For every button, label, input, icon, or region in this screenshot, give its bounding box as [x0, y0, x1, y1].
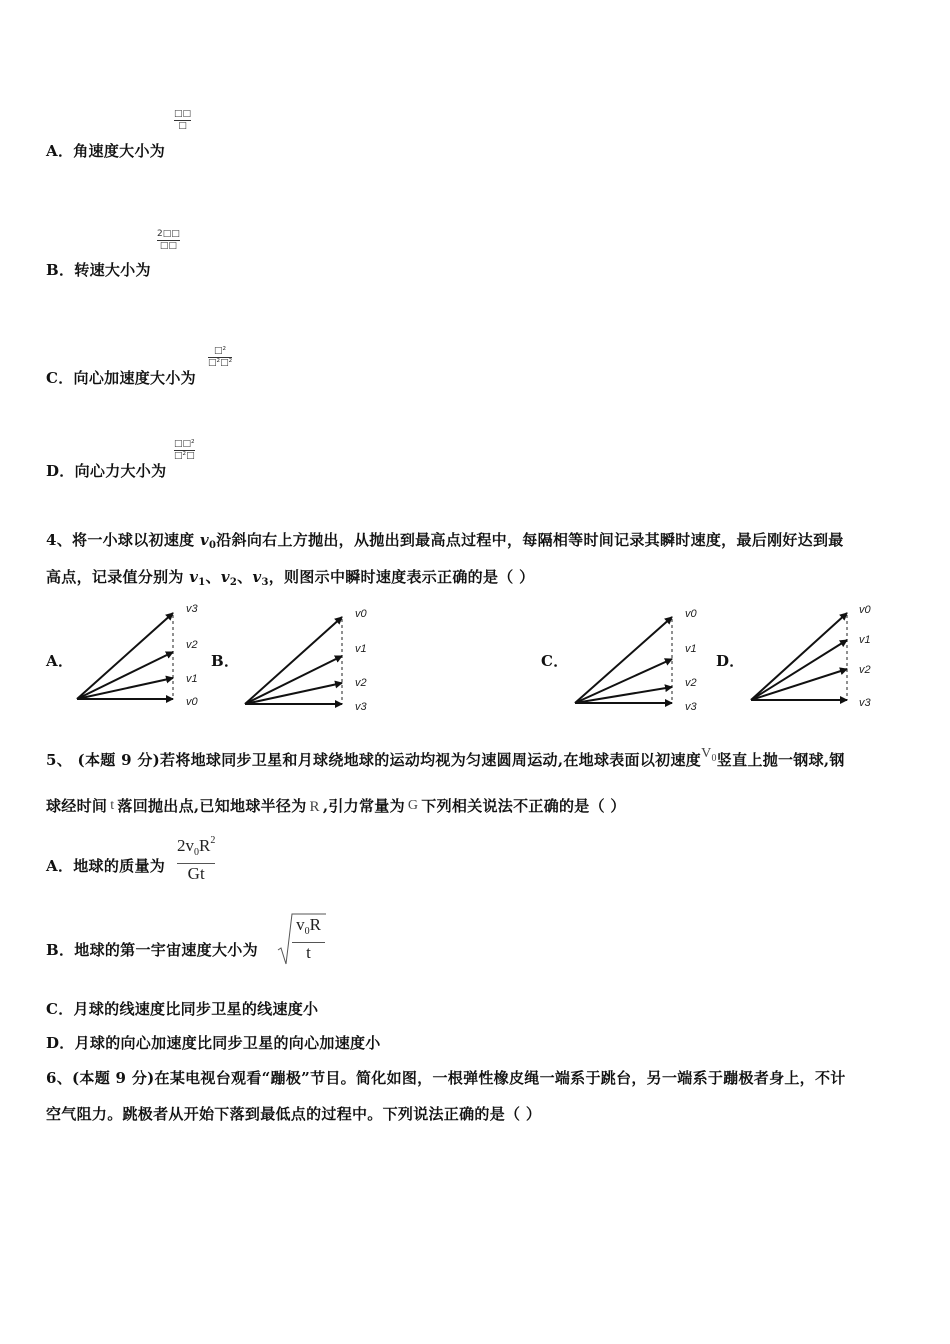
vector-arrow	[751, 613, 847, 700]
sqrt-fraction	[292, 915, 325, 963]
q4-line-1	[46, 529, 844, 551]
vector-label: v0	[859, 604, 871, 616]
q4-figure-c-label: C．	[541, 652, 569, 670]
vector-label: v2	[186, 639, 198, 651]
q5-option-a-label: A．地球的质量为	[46, 857, 166, 875]
q4-vector-diagrams	[0, 595, 950, 725]
vector-arrow	[77, 652, 173, 699]
vector-diagram-b	[245, 608, 368, 713]
v1-subscript: 1	[198, 577, 206, 588]
q4-figure-b-label: B．	[211, 652, 240, 670]
vector-label: v1	[186, 673, 198, 685]
q4-text: ，则图示中瞬时速度表示正确的是（ ）	[268, 568, 535, 586]
vector-arrow	[751, 669, 847, 700]
q5-option-b	[46, 939, 258, 960]
q4-figure-d-label: D．	[716, 652, 745, 670]
formula-numerator: □□	[174, 109, 192, 119]
q5-option-d: D．月球的向心加速度比同步卫星的向心加速度小	[46, 1034, 381, 1052]
q5-text: 竖直上抛一钢球,钢	[716, 751, 845, 769]
q3-option-c-label: C．向心加速度大小为	[46, 369, 196, 387]
vector-label: v2	[355, 677, 367, 689]
separator: 、	[205, 568, 221, 586]
q4-text: 沿斜向右上方抛出，从抛出到最高点过程中，每隔相等时间记录其瞬时速度，最后刚好达到最	[216, 531, 844, 549]
vector-diagram-c	[575, 608, 698, 713]
vector-label: v3	[355, 701, 367, 713]
q5-text: 球经时间	[46, 797, 108, 815]
q5-text: 5、 (本题 9 分)若将地球同步卫星和月球绕地球的运动均视为匀速圆周运动,在地球表面以初速度	[46, 751, 702, 769]
q3-option-c	[46, 367, 196, 388]
q4-figure-a-label: A．	[46, 652, 74, 670]
vector-label: v1	[355, 643, 367, 655]
q5-line-1	[46, 746, 845, 770]
q3-option-b-label: B．转速大小为	[46, 261, 151, 279]
formula-numerator: □²	[214, 346, 227, 356]
vector-arrow	[751, 640, 847, 700]
vector-label: v1	[859, 634, 871, 646]
vector-arrow	[77, 678, 173, 699]
v0-symbol: $V_0$	[701, 746, 717, 764]
formula-denominator: t	[306, 943, 311, 962]
vector-label: v0	[186, 696, 198, 708]
vector-arrow	[575, 659, 672, 703]
v2-subscript: 2	[229, 577, 238, 588]
q3-option-a-label: A．角速度大小为	[46, 142, 166, 160]
g-symbol: G	[407, 798, 419, 813]
vector-label: v0	[355, 608, 367, 620]
q5-option-a-formula	[177, 831, 215, 884]
vector-label: v1	[685, 643, 697, 655]
formula-numerator: $v_0R$	[296, 915, 321, 937]
formula-denominator: □²□	[174, 451, 195, 461]
separator: 、	[237, 568, 253, 586]
q5-text: 落回抛出点,已知地球半径为	[117, 797, 307, 815]
q3-option-b	[46, 259, 151, 280]
q4-line-2	[46, 566, 534, 588]
formula-numerator: $2v_0R^2$	[177, 835, 216, 858]
t-symbol: t	[110, 798, 115, 813]
vector-arrow	[245, 656, 342, 704]
q3-option-a-formula	[174, 109, 191, 132]
v0-symbol: v	[199, 531, 209, 549]
q3-option-b-formula	[157, 229, 180, 252]
q5-line-2	[46, 795, 626, 816]
formula-denominator: Gt	[187, 864, 205, 883]
v2-symbol: v	[220, 568, 230, 586]
v0-subscript: 0	[209, 540, 217, 551]
formula-denominator: □²□²	[208, 358, 233, 368]
q5-option-b-label: B．地球的第一宇宙速度大小为	[46, 941, 258, 959]
q5-option-b-formula	[277, 912, 327, 966]
vector-label: v2	[859, 664, 871, 676]
q3-option-d-formula	[174, 439, 195, 462]
q5-text: 下列相关说法不正确的是（ ）	[421, 797, 626, 815]
vector-arrow	[245, 617, 342, 704]
q4-text: 高点，记录值分别为	[46, 568, 190, 586]
q6-line-2: 空气阻力。跳极者从开始下落到最低点的过程中。下列说法正确的是（ ）	[46, 1105, 542, 1123]
v3-symbol: v	[252, 568, 262, 586]
q5-text: ,引力常量为	[322, 797, 405, 815]
formula-numerator: 2□□	[157, 229, 180, 239]
vector-label: v3	[859, 697, 871, 709]
r-symbol: R	[309, 799, 320, 815]
vector-diagram-d	[751, 604, 872, 709]
vector-label: v3	[186, 603, 198, 615]
v1-symbol: v	[189, 568, 199, 586]
vector-arrow	[77, 613, 173, 699]
q4-text: 4、将一小球以初速度	[46, 531, 200, 549]
v3-subscript: 3	[261, 577, 269, 588]
vector-label: v2	[685, 677, 697, 689]
vector-label: v3	[685, 701, 697, 713]
q5-option-c: C．月球的线速度比同步卫星的线速度小	[46, 1000, 319, 1018]
q3-option-a	[46, 140, 165, 161]
q3-option-c-formula	[208, 346, 232, 369]
q3-option-d	[46, 460, 166, 481]
formula-numerator: □□²	[174, 439, 195, 449]
q6-line-1: 6、(本题 9 分)在某电视台观看“蹦极”节目。简化如图，一根弹性橡皮绳一端系于跳台，另一端系于蹦极者身上，不计	[46, 1069, 846, 1087]
vector-diagram-a	[77, 603, 199, 708]
formula-denominator: □□	[159, 241, 177, 251]
vector-arrow	[245, 683, 342, 704]
formula-denominator: □	[178, 121, 187, 131]
vector-label: v0	[685, 608, 697, 620]
q5-option-a	[46, 855, 165, 876]
q3-option-d-label: D．向心力大小为	[46, 462, 167, 480]
